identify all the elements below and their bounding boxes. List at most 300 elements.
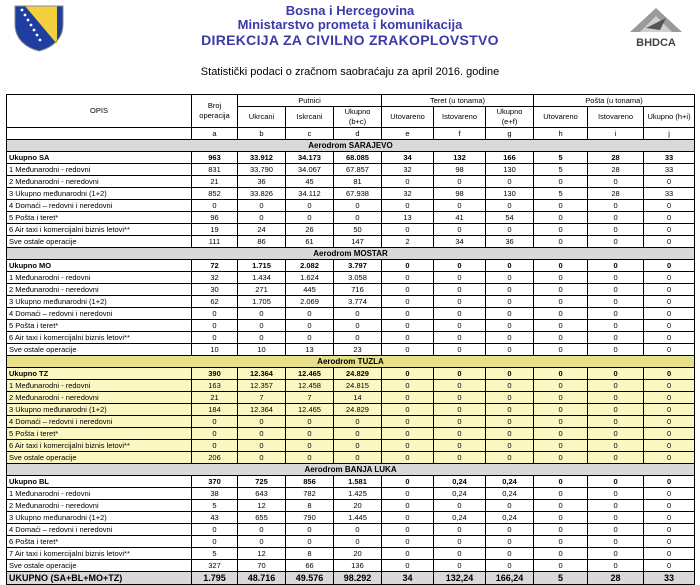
table-row xyxy=(7,416,695,428)
row-label: 4 Domaći – redovni i neredovni xyxy=(7,200,192,212)
table-cell: 0 xyxy=(382,380,434,392)
table-cell: 0 xyxy=(486,416,534,428)
table-cell: 0 xyxy=(644,320,695,332)
table-cell: 0 xyxy=(486,440,534,452)
letter-a: a xyxy=(192,128,238,140)
table-cell: 0 xyxy=(434,332,486,344)
table-cell: 0 xyxy=(644,176,695,188)
table-cell: 0 xyxy=(644,368,695,380)
table-cell: 2.069 xyxy=(286,296,334,308)
table-cell: 67.857 xyxy=(334,164,382,176)
table-cell: 0 xyxy=(334,524,382,536)
table-row xyxy=(7,404,695,416)
table-cell: 0 xyxy=(644,500,695,512)
table-cell: 0 xyxy=(434,416,486,428)
table-cell: 0 xyxy=(534,512,588,524)
table-cell: 0 xyxy=(192,308,238,320)
table-cell: 1.715 xyxy=(238,260,286,272)
table-row xyxy=(7,344,695,356)
table-cell: 0 xyxy=(588,380,644,392)
table-cell: 0 xyxy=(588,488,644,500)
row-label: 3 Ukupno međunarodni (1+2) xyxy=(7,404,192,416)
table-cell: 0 xyxy=(644,512,695,524)
table-cell: 0 xyxy=(644,284,695,296)
table-cell: 643 xyxy=(238,488,286,500)
table-cell: 0 xyxy=(192,416,238,428)
table-cell: 5 xyxy=(192,500,238,512)
table-cell: 0 xyxy=(382,524,434,536)
table-cell: 0 xyxy=(434,380,486,392)
table-cell: 166 xyxy=(486,152,534,164)
table-cell: 34.067 xyxy=(286,164,334,176)
table-cell: 0 xyxy=(286,416,334,428)
table-cell: 0 xyxy=(534,488,588,500)
table-row xyxy=(7,308,695,320)
row-label: Sve ostale operacije xyxy=(7,452,192,464)
table-cell: 0,24 xyxy=(486,476,534,488)
table-cell: 33.790 xyxy=(238,164,286,176)
table-row xyxy=(7,524,695,536)
letter-i: i xyxy=(588,128,644,140)
row-label: Ukupno TZ xyxy=(7,368,192,380)
table-cell: 147 xyxy=(334,236,382,248)
table-cell: 34.173 xyxy=(286,152,334,164)
table-cell: 0 xyxy=(534,560,588,572)
table-cell: 0 xyxy=(534,452,588,464)
table-cell: 0 xyxy=(486,500,534,512)
table-cell: 0 xyxy=(534,296,588,308)
table-cell: 0 xyxy=(434,560,486,572)
table-cell: 130 xyxy=(486,164,534,176)
table-cell: 72 xyxy=(192,260,238,272)
table-cell: 0 xyxy=(644,380,695,392)
table-cell: 0 xyxy=(588,308,644,320)
table-cell: 28 xyxy=(588,152,644,164)
table-cell: 1.624 xyxy=(286,272,334,284)
table-cell: 0 xyxy=(644,524,695,536)
section-title: Aerodrom MOSTAR xyxy=(7,248,695,260)
row-label: Ukupno MO xyxy=(7,260,192,272)
table-cell: 20 xyxy=(334,500,382,512)
table-cell: 3.797 xyxy=(334,260,382,272)
table-cell: 70 xyxy=(238,560,286,572)
table-cell: 0 xyxy=(434,452,486,464)
table-cell: 41 xyxy=(434,212,486,224)
table-cell: 0 xyxy=(382,428,434,440)
table-cell: 0 xyxy=(588,200,644,212)
table-cell: 0 xyxy=(644,452,695,464)
table-cell: 0 xyxy=(192,332,238,344)
row-label: Ukupno SA xyxy=(7,152,192,164)
table-cell: 24.829 xyxy=(334,404,382,416)
table-cell: 98 xyxy=(434,188,486,200)
table-row xyxy=(7,284,695,296)
table-cell: 0 xyxy=(644,236,695,248)
table-cell: 0 xyxy=(286,332,334,344)
table-cell: 0 xyxy=(644,272,695,284)
table-cell: 0 xyxy=(588,416,644,428)
table-cell: 0 xyxy=(534,548,588,560)
table-cell: 0 xyxy=(238,200,286,212)
row-label: 6 Pošta i teret* xyxy=(7,536,192,548)
table-cell: 0 xyxy=(588,392,644,404)
table-cell: 32 xyxy=(382,188,434,200)
table-cell: 98 xyxy=(434,164,486,176)
table-cell: 0 xyxy=(644,344,695,356)
table-cell: 0 xyxy=(382,548,434,560)
table-cell: 0 xyxy=(434,284,486,296)
document-header xyxy=(0,0,700,58)
table-cell: 0 xyxy=(382,488,434,500)
table-cell: 0 xyxy=(382,272,434,284)
table-cell: 0 xyxy=(434,320,486,332)
bhdca-logo xyxy=(626,4,686,50)
statistics-table xyxy=(6,94,695,585)
table-cell: 0 xyxy=(588,224,644,236)
table-row xyxy=(7,212,695,224)
table-row xyxy=(7,200,695,212)
table-cell: 132,24 xyxy=(434,572,486,585)
table-cell: 0 xyxy=(644,476,695,488)
table-cell: 0 xyxy=(486,176,534,188)
table-cell: 0 xyxy=(588,428,644,440)
table-cell: 0 xyxy=(434,272,486,284)
table-cell: 5 xyxy=(534,572,588,585)
table-cell: 0 xyxy=(382,368,434,380)
table-cell: 0 xyxy=(192,524,238,536)
group-putnici: Putnici xyxy=(238,95,382,107)
table-cell: 45 xyxy=(286,176,334,188)
table-cell: 0 xyxy=(382,320,434,332)
table-cell: 28 xyxy=(588,188,644,200)
table-cell: 0 xyxy=(434,260,486,272)
table-cell: 0 xyxy=(644,308,695,320)
table-cell: 0 xyxy=(486,368,534,380)
table-cell: 0 xyxy=(588,176,644,188)
table-cell: 0 xyxy=(192,536,238,548)
table-cell: 34.112 xyxy=(286,188,334,200)
table-cell: 0 xyxy=(486,224,534,236)
table-cell: 10 xyxy=(238,344,286,356)
header-titles xyxy=(0,4,700,48)
table-cell: 0 xyxy=(192,428,238,440)
row-label: 1 Međunarodni - redovni xyxy=(7,380,192,392)
table-cell: 67.938 xyxy=(334,188,382,200)
table-cell: 0 xyxy=(644,560,695,572)
letter-blank xyxy=(7,128,192,140)
table-cell: 1.795 xyxy=(192,572,238,585)
table-cell: 0 xyxy=(534,368,588,380)
table-cell: 12.458 xyxy=(286,380,334,392)
table-cell: 23 xyxy=(334,344,382,356)
table-row xyxy=(7,452,695,464)
table-cell: 7 xyxy=(286,392,334,404)
table-cell: 33 xyxy=(644,164,695,176)
table-cell: 36 xyxy=(238,176,286,188)
table-cell: 21 xyxy=(192,392,238,404)
table-cell: 1.425 xyxy=(334,488,382,500)
row-label: Sve ostale operacije xyxy=(7,560,192,572)
table-cell: 50 xyxy=(334,224,382,236)
table-cell: 24 xyxy=(238,224,286,236)
table-cell: 0,24 xyxy=(486,488,534,500)
table-cell: 0 xyxy=(192,320,238,332)
table-cell: 0 xyxy=(534,320,588,332)
table-cell: 0 xyxy=(334,308,382,320)
table-cell: 0 xyxy=(382,224,434,236)
table-cell: 0 xyxy=(534,380,588,392)
table-cell: 0,24 xyxy=(486,512,534,524)
table-cell: 0 xyxy=(238,428,286,440)
table-cell: 0 xyxy=(534,200,588,212)
table-cell: 184 xyxy=(192,404,238,416)
table-cell: 36 xyxy=(486,236,534,248)
table-cell: 5 xyxy=(534,164,588,176)
table-cell: 0 xyxy=(534,524,588,536)
report-subtitle: Statistički podaci o zračnom saobraćaju za april 2016. godine xyxy=(200,66,500,78)
table-row xyxy=(7,188,695,200)
logo-text: BHDCA xyxy=(636,37,676,49)
section-header-row xyxy=(7,248,695,260)
table-cell: 43 xyxy=(192,512,238,524)
row-label: 6 Air taxi i komercijalni biznis letovi** xyxy=(7,440,192,452)
col-utovareno: Utovareno xyxy=(382,107,434,128)
table-cell: 2 xyxy=(382,236,434,248)
table-cell: 0 xyxy=(644,332,695,344)
table-cell: 0 xyxy=(286,440,334,452)
table-cell: 0 xyxy=(534,176,588,188)
table-cell: 0 xyxy=(334,320,382,332)
table-cell: 3.774 xyxy=(334,296,382,308)
grand-total-label: UKUPNO (SA+BL+MO+TZ) xyxy=(7,572,192,585)
ministry-name: Ministarstvo prometa i komunikacija xyxy=(237,17,463,32)
table-cell: 0 xyxy=(382,536,434,548)
table-cell: 10 xyxy=(192,344,238,356)
row-label: 2 Međunarodni - neredovni xyxy=(7,500,192,512)
letter-d: d xyxy=(334,128,382,140)
table-cell: 62 xyxy=(192,296,238,308)
table-cell: 327 xyxy=(192,560,238,572)
table-cell: 12.465 xyxy=(286,368,334,380)
table-cell: 33 xyxy=(644,152,695,164)
table-cell: 782 xyxy=(286,488,334,500)
table-cell: 0 xyxy=(644,536,695,548)
table-cell: 0 xyxy=(286,524,334,536)
table-cell: 132 xyxy=(434,152,486,164)
table-cell: 54 xyxy=(486,212,534,224)
table-cell: 0 xyxy=(382,560,434,572)
table-cell: 19 xyxy=(192,224,238,236)
col-broj-operacija: Broj operacija xyxy=(192,95,238,128)
table-cell: 0 xyxy=(588,560,644,572)
table-cell: 0 xyxy=(334,428,382,440)
table-cell: 0 xyxy=(334,536,382,548)
table-cell: 0 xyxy=(588,296,644,308)
table-cell: 0 xyxy=(382,284,434,296)
letter-g: g xyxy=(486,128,534,140)
table-cell: 0 xyxy=(644,224,695,236)
table-cell: 0 xyxy=(286,536,334,548)
table-cell: 0 xyxy=(334,452,382,464)
table-cell: 0 xyxy=(382,344,434,356)
table-cell: 0 xyxy=(534,404,588,416)
table-cell: 0 xyxy=(534,272,588,284)
table-cell: 0,24 xyxy=(434,512,486,524)
table-row xyxy=(7,320,695,332)
table-cell: 66 xyxy=(286,560,334,572)
table-cell: 20 xyxy=(334,548,382,560)
table-cell: 68.085 xyxy=(334,152,382,164)
table-row xyxy=(7,152,695,164)
table-row xyxy=(7,428,695,440)
table-cell: 0 xyxy=(434,392,486,404)
table-cell: 0 xyxy=(382,404,434,416)
table-cell: 0 xyxy=(286,308,334,320)
table-cell: 0 xyxy=(588,524,644,536)
letter-c: c xyxy=(286,128,334,140)
table-cell: 0 xyxy=(588,368,644,380)
table-cell: 33 xyxy=(644,188,695,200)
letter-b: b xyxy=(238,128,286,140)
table-row xyxy=(7,548,695,560)
table-cell: 0 xyxy=(644,548,695,560)
row-label: 1 Međunarodni - redovni xyxy=(7,272,192,284)
row-label: 3 Ukupno međunarodni (1+2) xyxy=(7,296,192,308)
col-utovareno-posta: Utovareno xyxy=(534,107,588,128)
table-cell: 271 xyxy=(238,284,286,296)
table-cell: 0 xyxy=(192,200,238,212)
row-label: 4 Domaći – redovni i neredovni xyxy=(7,308,192,320)
table-cell: 96 xyxy=(192,212,238,224)
table-cell: 0 xyxy=(434,344,486,356)
section-title: Aerodrom TUZLA xyxy=(7,356,695,368)
table-cell: 0,24 xyxy=(434,488,486,500)
table-cell: 0 xyxy=(286,428,334,440)
table-cell: 0 xyxy=(644,488,695,500)
table-cell: 390 xyxy=(192,368,238,380)
table-cell: 0 xyxy=(486,560,534,572)
table-cell: 0 xyxy=(588,440,644,452)
table-cell: 0 xyxy=(434,500,486,512)
table-row xyxy=(7,380,695,392)
table-cell: 0 xyxy=(486,536,534,548)
letter-e: e xyxy=(382,128,434,140)
col-ukupno-ef: Ukupno (e+f) xyxy=(486,107,534,128)
letter-f: f xyxy=(434,128,486,140)
table-cell: 0 xyxy=(588,512,644,524)
section-header-row xyxy=(7,464,695,476)
table-cell: 370 xyxy=(192,476,238,488)
table-cell: 0 xyxy=(434,200,486,212)
table-cell: 0 xyxy=(434,176,486,188)
table-cell: 5 xyxy=(534,188,588,200)
table-cell: 0 xyxy=(644,296,695,308)
table-cell: 856 xyxy=(286,476,334,488)
table-cell: 0 xyxy=(382,416,434,428)
table-cell: 0 xyxy=(486,284,534,296)
col-istovareno-posta: Istovareno xyxy=(588,107,644,128)
table-cell: 28 xyxy=(588,164,644,176)
table-cell: 0 xyxy=(588,452,644,464)
table-cell: 26 xyxy=(286,224,334,236)
table-cell: 12.364 xyxy=(238,368,286,380)
table-cell: 0 xyxy=(486,272,534,284)
table-cell: 0 xyxy=(238,308,286,320)
table-cell: 0 xyxy=(534,224,588,236)
table-cell: 5 xyxy=(534,152,588,164)
table-cell: 1.445 xyxy=(334,512,382,524)
row-label: 1 Međunarodni - redovni xyxy=(7,164,192,176)
row-label: 2 Međunarodni - neredovni xyxy=(7,284,192,296)
table-cell: 0 xyxy=(644,392,695,404)
table-cell: 1.705 xyxy=(238,296,286,308)
row-label: 6 Air taxi i komercijalni biznis letovi** xyxy=(7,332,192,344)
table-cell: 0 xyxy=(588,404,644,416)
col-ukupno-bc: Ukupno (b+c) xyxy=(334,107,382,128)
table-cell: 0 xyxy=(644,404,695,416)
table-cell: 445 xyxy=(286,284,334,296)
table-cell: 0 xyxy=(588,548,644,560)
table-cell: 0 xyxy=(534,332,588,344)
table-cell: 0 xyxy=(534,536,588,548)
table-cell: 0 xyxy=(534,260,588,272)
table-cell: 0 xyxy=(238,320,286,332)
table-cell: 0 xyxy=(486,380,534,392)
table-cell: 7 xyxy=(238,392,286,404)
table-cell: 0 xyxy=(486,320,534,332)
table-cell: 0 xyxy=(382,308,434,320)
table-cell: 0 xyxy=(238,212,286,224)
table-row xyxy=(7,332,695,344)
table-cell: 0 xyxy=(334,212,382,224)
table-cell: 0,24 xyxy=(434,476,486,488)
table-cell: 0 xyxy=(588,272,644,284)
table-row xyxy=(7,488,695,500)
table-cell: 163 xyxy=(192,380,238,392)
table-row xyxy=(7,260,695,272)
table-cell: 166,24 xyxy=(486,572,534,585)
row-label: 3 Ukupno međunarodni (1+2) xyxy=(7,512,192,524)
table-cell: 0 xyxy=(192,440,238,452)
table-cell: 0 xyxy=(486,404,534,416)
table-cell: 98.292 xyxy=(334,572,382,585)
row-label: 2 Međunarodni - neredovni xyxy=(7,176,192,188)
table-cell: 14 xyxy=(334,392,382,404)
table-cell: 0 xyxy=(588,332,644,344)
table-cell: 0 xyxy=(486,428,534,440)
table-cell: 61 xyxy=(286,236,334,248)
table-cell: 0 xyxy=(286,320,334,332)
row-label: Sve ostale operacije xyxy=(7,344,192,356)
table-cell: 963 xyxy=(192,152,238,164)
table-cell: 0 xyxy=(434,548,486,560)
table-cell: 0 xyxy=(486,308,534,320)
table-cell: 0 xyxy=(534,476,588,488)
table-cell: 0 xyxy=(644,440,695,452)
table-cell: 0 xyxy=(334,440,382,452)
table-cell: 0 xyxy=(382,296,434,308)
table-cell: 0 xyxy=(534,428,588,440)
table-cell: 0 xyxy=(534,440,588,452)
table-cell: 0 xyxy=(286,212,334,224)
table-cell: 0 xyxy=(486,392,534,404)
table-cell: 0 xyxy=(534,212,588,224)
table-cell: 0 xyxy=(334,416,382,428)
table-cell: 34 xyxy=(382,152,434,164)
row-label: 5 Pošta i teret* xyxy=(7,428,192,440)
table-row xyxy=(7,368,695,380)
table-row xyxy=(7,512,695,524)
